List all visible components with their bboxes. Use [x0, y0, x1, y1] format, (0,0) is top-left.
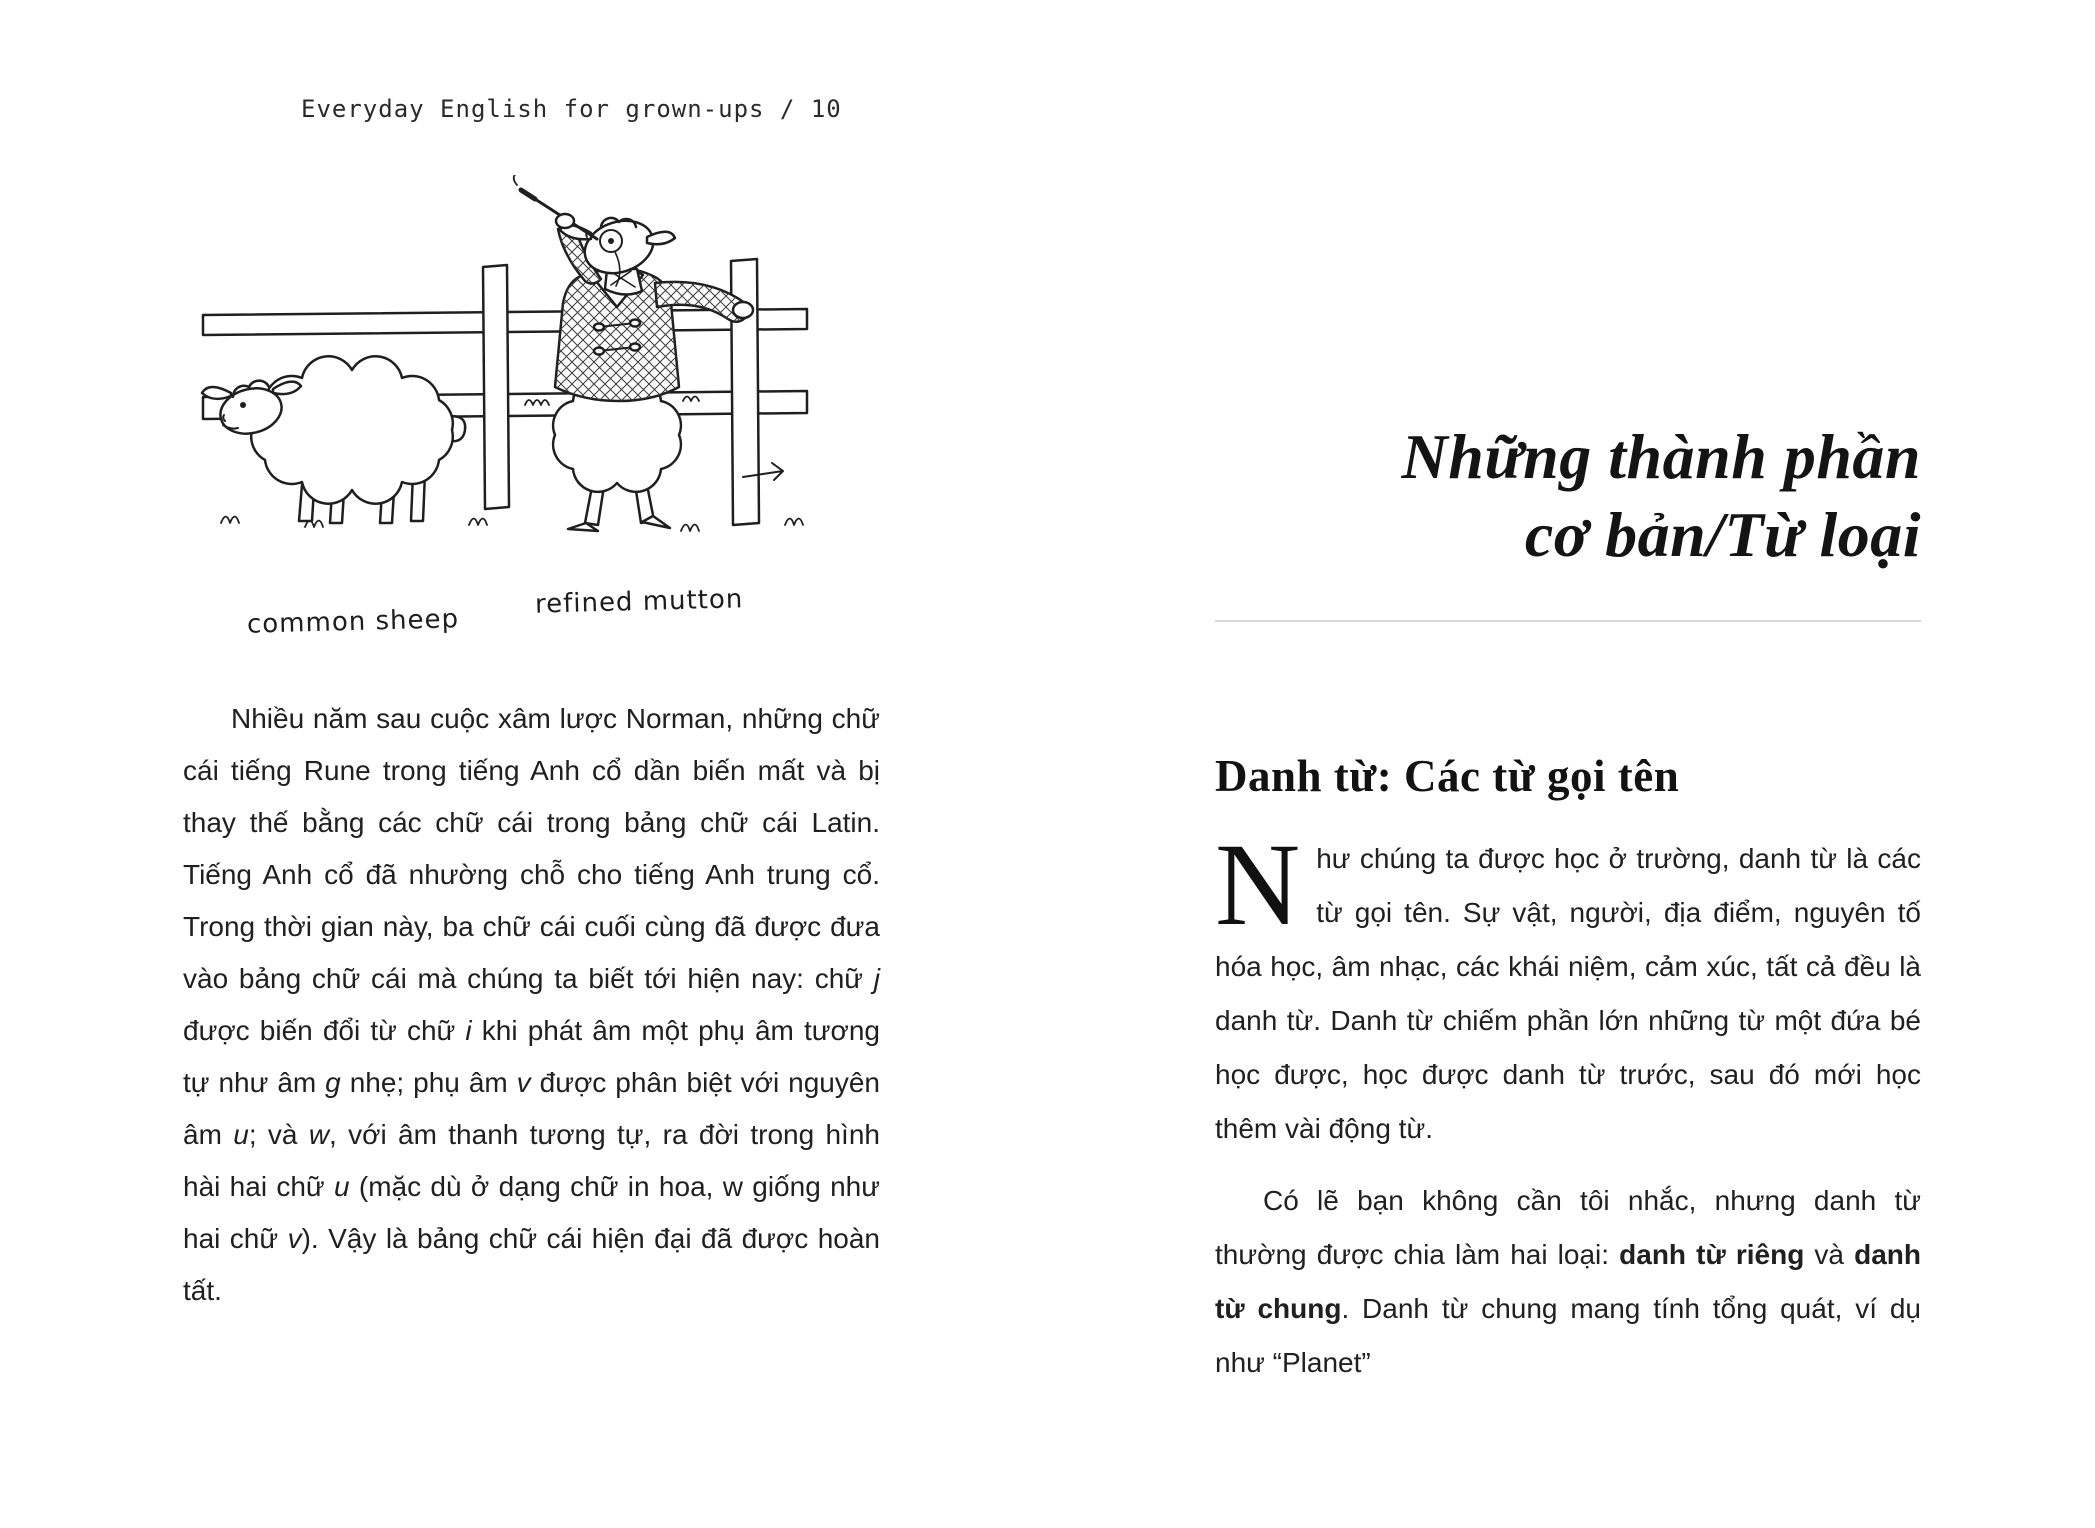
sheep-cartoon-illustration — [187, 175, 847, 675]
caption-refined-mutton: refined mutton — [534, 584, 744, 620]
chapter-title-line-2: cơ bản/Từ loại — [1524, 499, 1921, 571]
left-page-paragraph: Nhiều năm sau cuộc xâm lược Norman, những chữ cái tiếng Rune trong tiếng Anh cổ dần biến mất và bị thay thế bằng các chữ cái trong bảng chữ cái Latin. Tiếng Anh cổ đã nhường chỗ cho tiếng Anh trung cổ. Trong thời gian này, ba chữ cái cuối cùng đã được đưa vào bảng chữ cái mà chúng ta biết tới hiện nay: chữ j được biến đổi từ chữ i khi phát âm một phụ âm tương tự như âm g nhẹ; phụ âm v được phân biệt với nguyên âm u; và w, với âm thanh tương tự, ra đời trong hình hài hai chữ u (mặc dù ở dạng chữ in hoa, w giống như hai chữ v). Vậy là bảng chữ cái hiện đại đã được hoàn tất. — [183, 703, 880, 1306]
left-page — [183, 95, 883, 1317]
section-heading: Danh từ: Các từ gọi tên — [1215, 751, 1680, 802]
noun-definition-paragraph — [1215, 819, 1921, 1156]
sheep-drawing-icon — [187, 175, 827, 595]
running-header: Everyday English for grown-ups / 10 — [301, 95, 842, 123]
noun-types-paragraph: Có lẽ bạn không cần tôi nhắc, nhưng danh từ thường được chia làm hai loại: danh từ riêng và danh từ chung. Danh từ chung mang tính tổng quát, ví dụ như “Planet” — [1215, 1185, 1921, 1379]
caption-common-sheep: common sheep — [246, 604, 460, 640]
chapter-title-line-1: Những thành phần — [1401, 421, 1921, 492]
noun-definition-text: hư chúng ta được học ở trường, danh từ là các từ gọi tên. Sự vật, người, địa điểm, nguyên tố hóa học, âm nhạc, các khái niệm, cảm xúc, tất cả đều là danh từ. Danh từ chiếm phần lớn những từ một đứa bé học được, học được danh từ trước, sau đó mới học thêm vài động từ. — [1215, 843, 1921, 1145]
right-page — [1215, 418, 1921, 1390]
drop-cap: N — [1215, 819, 1301, 951]
chapter-title — [1215, 418, 1921, 574]
title-divider — [1215, 620, 1921, 622]
